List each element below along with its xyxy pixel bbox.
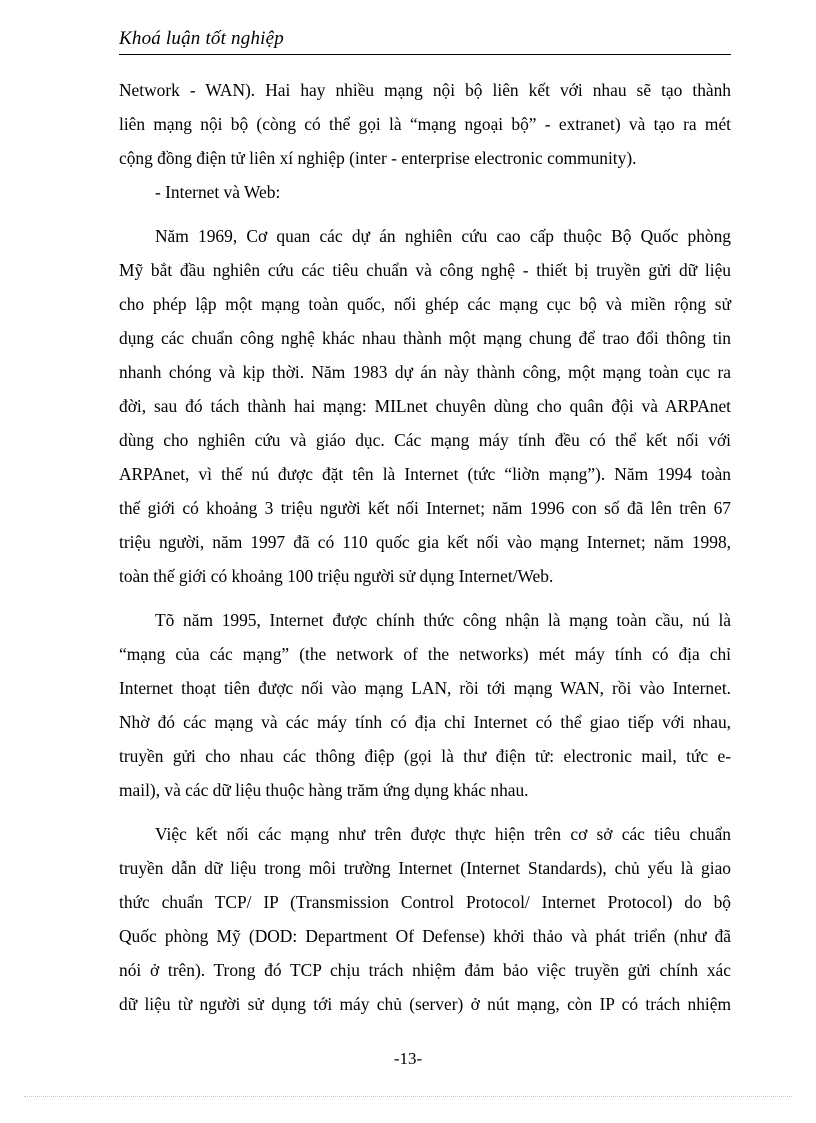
- text-line: dùng cho nghiên cứu và giáo dục. Các mạng máy tính đều có thể kết nối với: [119, 430, 731, 450]
- text-line: truyền dẫn dữ liệu trong môi trường Internet (Internet Standards), chủ yếu là giao: [119, 858, 731, 878]
- text-line: toàn thế giới có khoảng 100 triệu người sử dụng Internet/Web.: [119, 566, 554, 586]
- page-bottom-rule: [24, 1096, 792, 1097]
- text-line: đời, sau đó tách thành hai mạng: MILnet chuyên dùng cho quân đội và ARPAnet: [119, 396, 731, 416]
- text-line: Năm 1969, Cơ quan các dự án nghiên cứu cao cấp thuộc Bộ Quốc phòng: [155, 226, 731, 246]
- text-line: liên mạng nội bộ (còng có thể gọi là “mạng ngoại bộ” - extranet) và tạo ra mét: [119, 114, 731, 134]
- text-line: dữ liệu từ người sử dụng tới máy chủ (server) ở nút mạng, còn IP có trách nhiệm: [119, 994, 731, 1014]
- text-line: thức chuẩn TCP/ IP (Transmission Control Protocol/ Internet Protocol) do bộ: [119, 892, 731, 912]
- text-line: truyền gửi cho nhau các thông điệp (gọi là thư điện tử: electronic mail, tức e-: [119, 746, 731, 766]
- text-line: Mỹ bắt đầu nghiên cứu các tiêu chuẩn và công nghệ - thiết bị truyền gửi dữ liệu: [119, 260, 731, 280]
- text-line: nhanh chóng và kịp thời. Năm 1983 dự án này thành công, một mạng toàn cục ra: [119, 362, 731, 382]
- header-title: Khoá luận tốt nghiệp: [119, 28, 284, 49]
- text-line: dụng các chuẩn công nghệ khác nhau thành một mạng chung để trao đổi thông tin: [119, 328, 731, 348]
- text-line: nói ở trên). Trong đó TCP chịu trách nhiệm đảm bảo việc truyền gửi chính xác: [119, 960, 731, 980]
- text-line: mail), và các dữ liệu thuộc hàng trăm ứng dụng khác nhau.: [119, 780, 529, 800]
- text-line: ARPAnet, vì thế nú được đặt tên là Internet (tức “liờn mạng”). Năm 1994 toàn: [119, 464, 731, 484]
- text-line: Internet thoạt tiên được nối vào mạng LAN, rồi tới mạng WAN, rồi vào Internet.: [119, 678, 731, 698]
- text-line: - Internet và Web:: [155, 182, 281, 202]
- text-line: cộng đồng điện tử liên xí nghiệp (inter - enterprise electronic community).: [119, 148, 637, 168]
- text-line: triệu người, năm 1997 đã có 110 quốc gia kết nối vào mạng Internet; năm 1998,: [119, 532, 731, 552]
- text-line: Việc kết nối các mạng như trên được thực hiện trên cơ sở các tiêu chuẩn: [155, 824, 731, 844]
- text-line: “mạng của các mạng” (the network of the networks) mét máy tính có địa chỉ: [119, 644, 731, 664]
- text-line: Nhờ đó các mạng và các máy tính có địa chỉ Internet có thể giao tiếp với nhau,: [119, 712, 731, 732]
- page-number: -13-: [393, 1049, 423, 1068]
- text-line: thế giới có khoảng 3 triệu người kết nối Internet; năm 1996 con số đã lên trên 67: [119, 498, 731, 518]
- text-line: Network - WAN). Hai hay nhiều mạng nội bộ liên kết với nhau sẽ tạo thành: [119, 80, 731, 100]
- text-line: cho phép lập một mạng toàn quốc, nối ghép các mạng cục bộ và miền rộng sử: [119, 294, 731, 314]
- text-line: Quốc phòng Mỹ (DOD: Department Of Defense) khởi thảo và phát triển (như đã: [119, 926, 731, 946]
- text-line: Tõ năm 1995, Internet được chính thức công nhận là mạng toàn cầu, nú là: [155, 610, 731, 630]
- page-header: [119, 24, 731, 55]
